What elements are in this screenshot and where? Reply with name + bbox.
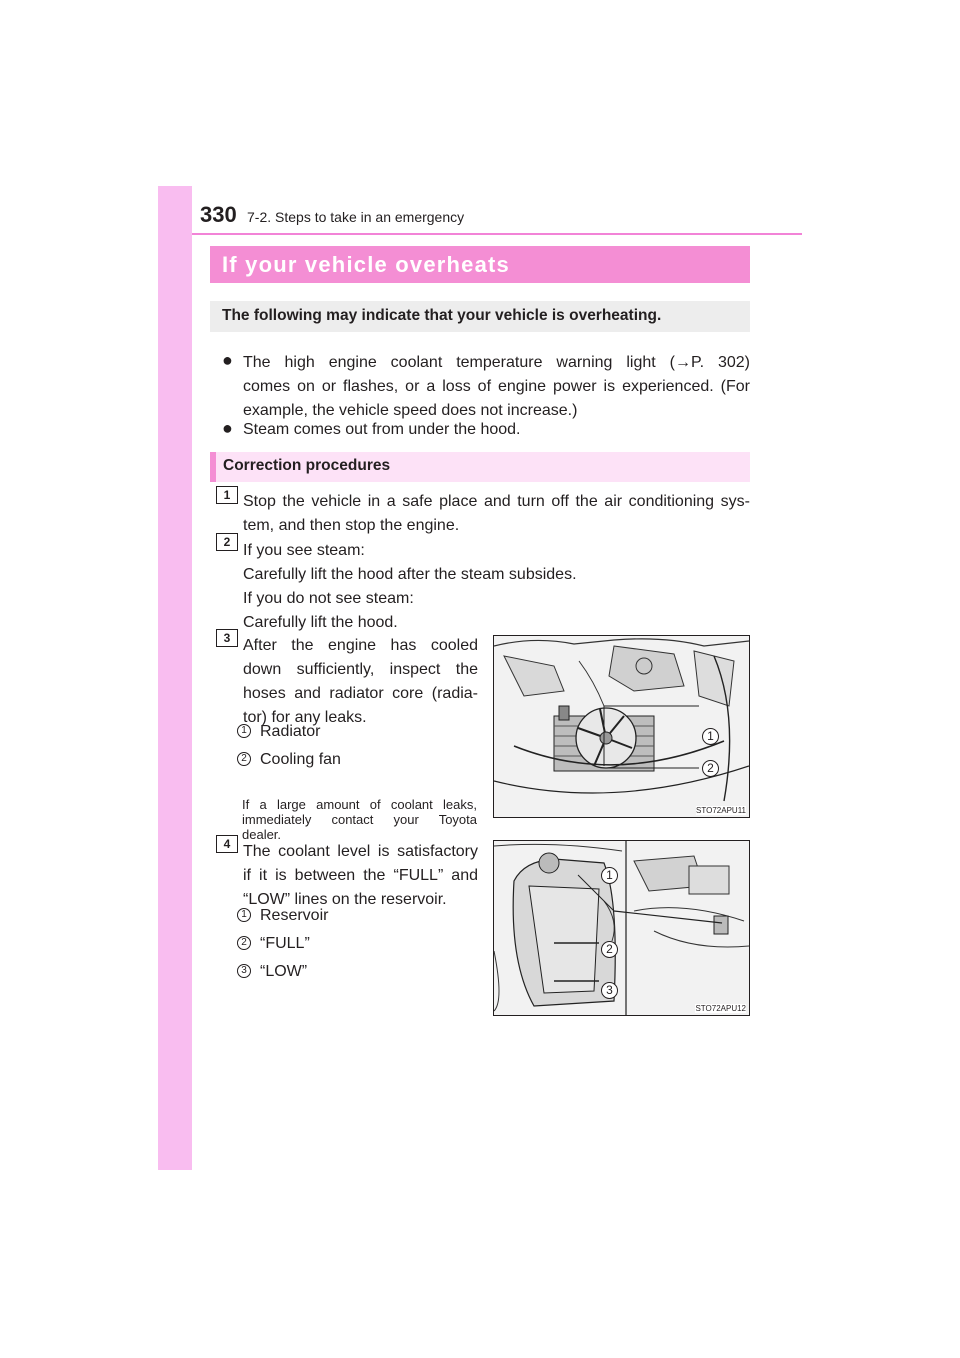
legend-reservoir: Reservoir bbox=[260, 907, 329, 924]
bullet-2-line-1: Steam comes out from under the hood. bbox=[243, 421, 521, 438]
figure-code: STO72APU11 bbox=[696, 806, 746, 815]
step-2-line-2: Carefully lift the hood after the steam subsides. bbox=[243, 566, 577, 583]
legend-low: “LOW” bbox=[260, 963, 308, 980]
leak-note-line-3: dealer. bbox=[242, 827, 282, 842]
callout-number-icon: 2 bbox=[601, 941, 618, 958]
callout-number-icon: 1 bbox=[601, 867, 618, 884]
step-number-box: 2 bbox=[216, 533, 238, 551]
step-number-box: 3 bbox=[216, 629, 238, 647]
header-rule bbox=[192, 233, 802, 235]
figure-code: STO72APU12 bbox=[695, 1004, 746, 1013]
bullet-1-line-2: comes on or flashes, or a loss of engine power is experienced. (For bbox=[243, 378, 750, 395]
callout-number-icon: 1 bbox=[237, 724, 251, 738]
correction-heading-bar bbox=[210, 452, 750, 482]
reservoir-figure bbox=[493, 840, 750, 1016]
title-bar bbox=[210, 246, 750, 283]
step-3-line-1: After the engine has cooled bbox=[243, 637, 478, 654]
callout-number-icon: 1 bbox=[702, 728, 719, 745]
step-2-line-1: If you see steam: bbox=[243, 542, 365, 559]
intro-heading: The following may indicate that your vehicle is overheating. bbox=[222, 307, 662, 324]
section-heading: 7-2. Steps to take in an emergency bbox=[247, 209, 465, 225]
step-number-box: 4 bbox=[216, 835, 238, 853]
bullet-dot-icon: ● bbox=[222, 350, 233, 370]
correction-heading: Correction procedures bbox=[223, 457, 391, 474]
side-tab-band bbox=[158, 186, 192, 1170]
callout-number-icon: 2 bbox=[702, 760, 719, 777]
page-number: 330 bbox=[200, 202, 237, 227]
leak-note-line-1: If a large amount of coolant leaks, bbox=[242, 797, 477, 812]
step-3-line-2: down sufficiently, inspect the bbox=[243, 661, 478, 678]
callout-number-icon: 3 bbox=[237, 964, 251, 978]
step-1-line-2: tem, and then stop the engine. bbox=[243, 517, 460, 534]
legend-radiator: Radiator bbox=[260, 723, 321, 740]
step-2-line-4: Carefully lift the hood. bbox=[243, 614, 398, 631]
intro-heading-bar bbox=[210, 301, 750, 332]
leak-note bbox=[242, 797, 477, 842]
legend-cooling-fan: Cooling fan bbox=[260, 751, 341, 768]
step-3-line-3: hoses and radiator core (radia- bbox=[243, 685, 478, 702]
callout-number-icon: 1 bbox=[237, 908, 251, 922]
step-3-line-4: tor) for any leaks. bbox=[243, 709, 367, 726]
step-4-line-3: “LOW” lines on the reservoir. bbox=[243, 891, 447, 908]
leak-note-line-2: immediately contact your Toyota bbox=[242, 812, 477, 827]
radiator-illustration bbox=[494, 636, 749, 817]
step-4-line-2: if it is between the “FULL” and bbox=[243, 867, 478, 884]
bullet-dot-icon: ● bbox=[222, 418, 233, 438]
step-number-box: 1 bbox=[216, 486, 238, 504]
step-1-line-1: Stop the vehicle in a safe place and turn off the air conditioning sys- bbox=[243, 493, 750, 510]
bullet-1-line-1: The high engine coolant temperature warning light (→P. 302) bbox=[243, 354, 750, 371]
callout-number-icon: 2 bbox=[237, 936, 251, 950]
page-title: If your vehicle overheats bbox=[222, 252, 510, 277]
callout-number-icon: 2 bbox=[237, 752, 251, 766]
radiator-figure bbox=[493, 635, 750, 818]
step-4-line-1: The coolant level is satisfactory bbox=[243, 843, 478, 860]
step-2-line-3: If you do not see steam: bbox=[243, 590, 414, 607]
callout-number-icon: 3 bbox=[601, 982, 618, 999]
heading-accent bbox=[210, 452, 216, 482]
legend-full: “FULL” bbox=[260, 935, 310, 952]
reservoir-illustration bbox=[494, 841, 749, 1015]
bullet-1-line-3: example, the vehicle speed does not increase.) bbox=[243, 402, 578, 419]
